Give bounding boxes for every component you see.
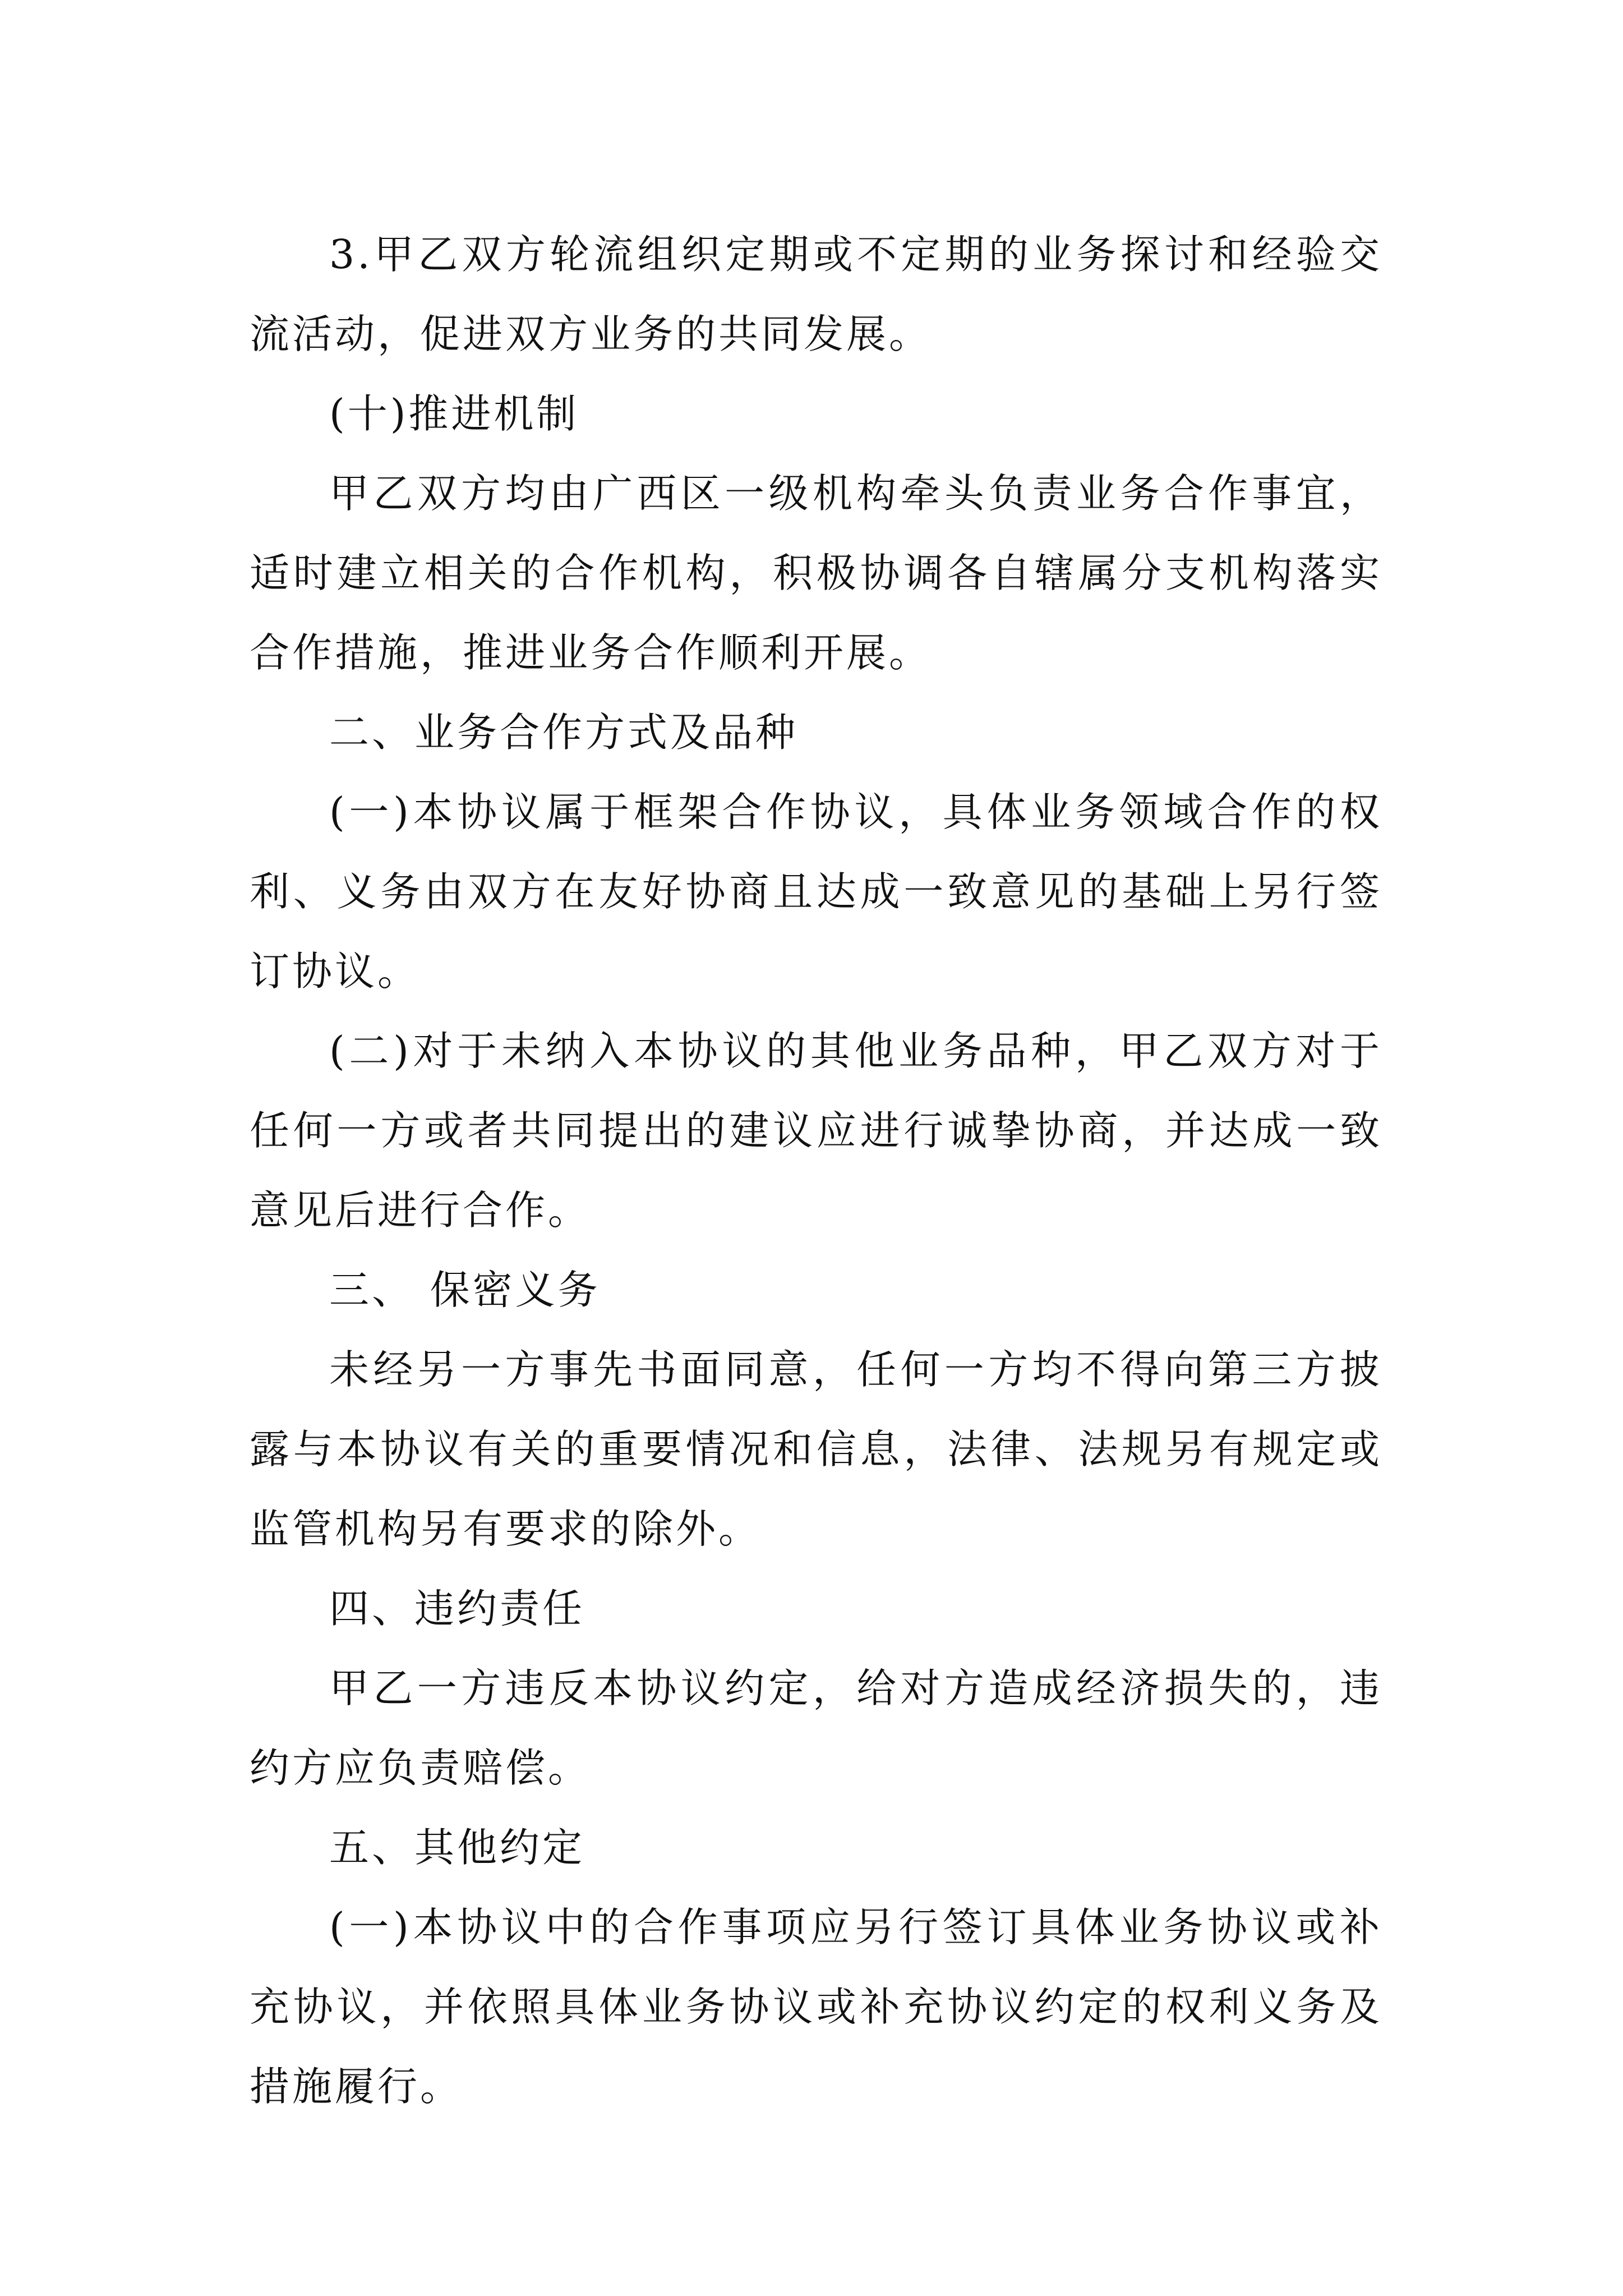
- paragraph-promotion-mechanism: 甲乙双方均由广西区一级机构牵头负责业务合作事宜，适时建立相关的合作机构，积极协调各自辖属分支机构落实合作措施，推进业务合作顺利开展。: [250, 470, 1382, 676]
- section-heading-confidentiality: 三、 保密义务: [329, 1267, 601, 1313]
- paragraph-framework-agreement: (一)本协议属于框架合作协议，具体业务领域合作的权利、义务由双方在友好协商且达成一致意见的基础上另行签订协议。: [250, 789, 1382, 995]
- section-heading-cooperation-methods: 二、业务合作方式及品种: [329, 709, 799, 756]
- section-heading-liability: 四、违约责任: [329, 1585, 585, 1632]
- paragraph-liability: 甲乙一方违反本协议约定，给对方造成经济损失的，违约方应负责赔偿。: [250, 1665, 1382, 1791]
- paragraph-exchange-activities: 3.甲乙双方轮流组织定期或不定期的业务探讨和经验交流活动，促进双方业务的共同发展。: [250, 231, 1382, 357]
- document-body: [250, 215, 1382, 2127]
- paragraph-supplementary-agreement: (一)本协议中的合作事项应另行签订具体业务协议或补充协议，并依照具体业务协议或补充协议约定的权利义务及措施履行。: [250, 1904, 1382, 2110]
- paragraph-confidentiality: 未经另一方事先书面同意，任何一方均不得向第三方披露与本协议有关的重要情况和信息，法律、法规另有规定或监管机构另有要求的除外。: [250, 1346, 1382, 1552]
- paragraph-other-business-types: (二)对于未纳入本协议的其他业务品种，甲乙双方对于任何一方或者共同提出的建议应进行诚挚协商，并达成一致意见后进行合作。: [250, 1028, 1382, 1234]
- section-heading-other-terms: 五、其他约定: [329, 1824, 585, 1871]
- section-heading-promotion-mechanism: (十)推进机制: [329, 390, 579, 437]
